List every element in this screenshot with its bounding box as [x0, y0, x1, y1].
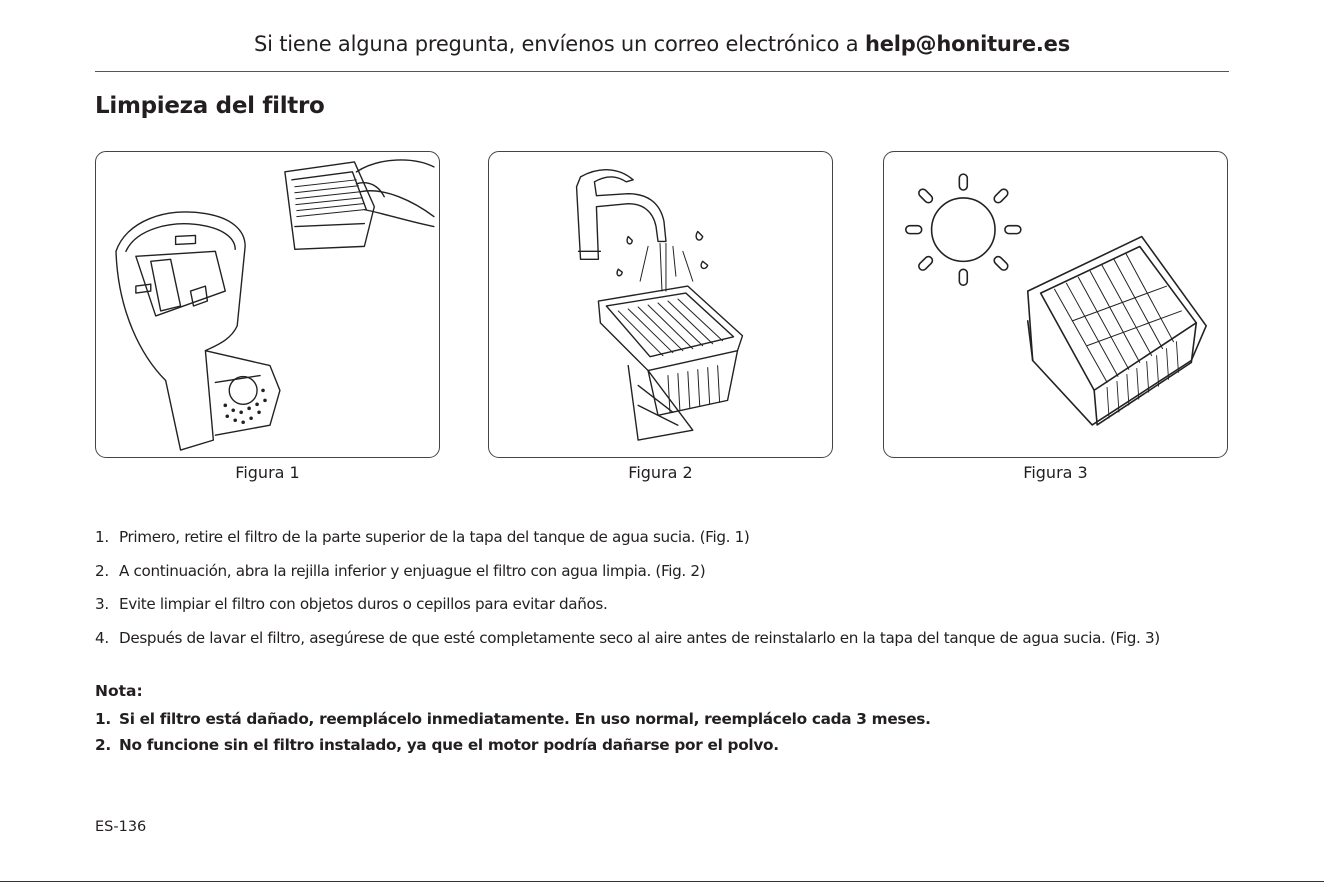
note-text: No funcione sin el filtro instalado, ya que el motor podría dañarse por el polvo. — [119, 736, 779, 754]
note-text: Si el filtro está dañado, reemplácelo inmediatamente. En uso normal, reemplácelo cada 3 meses. — [119, 710, 931, 728]
instruction-step — [95, 627, 1235, 661]
page-number: ES-136 — [95, 819, 147, 835]
contact-header — [0, 32, 1324, 56]
note-number: 1. — [95, 710, 111, 728]
note-heading: Nota: — [95, 682, 143, 700]
footer-divider — [0, 881, 1324, 882]
section-title: Limpieza del filtro — [95, 93, 325, 119]
note-item — [95, 734, 931, 760]
note-list — [95, 708, 931, 760]
contact-email[interactable]: help@honiture.es — [864, 32, 1070, 56]
step-number: 1. — [95, 528, 109, 546]
step-text: A continuación, abra la rejilla inferior y enjuague el filtro con agua limpia. (Fig. 2) — [119, 561, 706, 580]
instruction-step — [95, 593, 1235, 627]
figure-3-caption: Figura 3 — [1023, 463, 1088, 482]
sun-icon — [906, 174, 1021, 285]
figure-1-caption: Figura 1 — [235, 463, 300, 482]
note-number: 2. — [95, 736, 111, 754]
header-divider — [95, 71, 1229, 72]
step-text: Evite limpiar el filtro con objetos duros o cepillos para evitar daños. — [119, 595, 608, 614]
instruction-step — [95, 526, 1235, 560]
instruction-step — [95, 560, 1235, 594]
figure-2-caption: Figura 2 — [628, 463, 693, 482]
figure-2-filter-rinse — [488, 151, 833, 458]
step-number: 4. — [95, 628, 109, 647]
figure-3-filter-dry — [883, 151, 1228, 458]
step-text: Después de lavar el filtro, asegúrese de que esté completamente seco al aire antes de reinstalarlo en la tapa del tanque de agua sucia. (Fig. 3) — [119, 628, 1160, 647]
contact-text: Si tiene alguna pregunta, envíenos un correo electrónico a — [253, 32, 865, 56]
figure-1-filter-removal — [95, 151, 440, 458]
step-number: 3. — [95, 595, 109, 614]
step-number: 2. — [95, 561, 109, 580]
note-item — [95, 708, 931, 734]
instruction-list — [95, 526, 1235, 660]
step-text: Primero, retire el filtro de la parte superior de la tapa del tanque de agua sucia. (Fig. 1) — [119, 528, 750, 546]
